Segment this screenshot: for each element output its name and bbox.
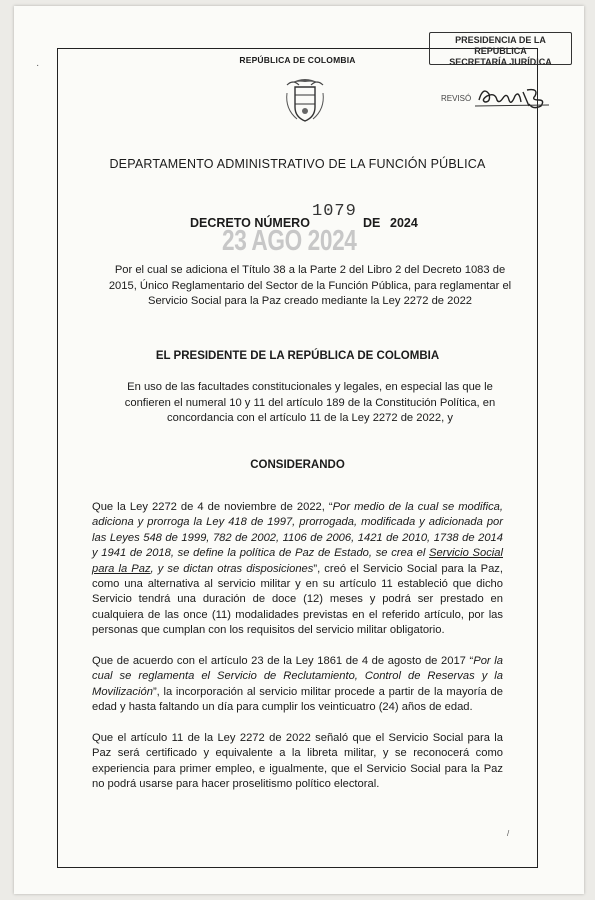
margin-mark: · <box>36 60 40 71</box>
decree-number: 1079 <box>312 202 357 221</box>
republic-heading: REPÚBLICA DE COLOMBIA <box>239 55 356 65</box>
considerando-heading: CONSIDERANDO <box>250 459 345 471</box>
handwritten-signature <box>473 80 553 112</box>
decree-de: DE <box>363 216 381 230</box>
stamp-line-2: SECRETARÍA JURÍDICA <box>449 57 552 67</box>
considering-paragraph-3: Que el artículo 11 de la Ley 2272 de 2022 señaló que el Servicio Social para la Paz será certificado y equivalente a la libreta militar, y se reconocerá como experiencia para primer empleo, e igualmente, que el Servicio Social para la Paz no podrá usarse para hacer proselitismo político electoral. <box>92 732 503 791</box>
decree-label: DECRETO NÚMERO <box>190 216 310 230</box>
decree-year: 2024 <box>390 216 418 230</box>
margin-mark: / <box>507 829 510 838</box>
date-stamp: 23 AGO 2024 <box>222 225 357 257</box>
powers-paragraph: En uso de las facultades constitucionales y legales, en especial las que le confieren el numeral 10 y 11 del artículo 189 de la Constitución Política, en concordancia con el artículo 11 de la Ley 2272 de 2022, y <box>124 381 496 424</box>
coat-of-arms-icon <box>283 73 327 125</box>
stamp-line-1: PRESIDENCIA DE LA REPUBLICA <box>455 35 546 56</box>
stamp-revisor: REVISÓ <box>441 94 472 103</box>
department-heading: DEPARTAMENTO ADMINISTRATIVO DE LA FUNCIÓN PÚBLICA <box>109 157 486 171</box>
considering-paragraph-1: Que la Ley 2272 de 4 de noviembre de 2022, “Por medio de la cual se modifica, adiciona y prorroga la Ley 418 de 1997, prorrogada, modificada y adicionada por las Leyes 548 de 1999, 782 de 2002, 1106 de 2006, 1421 de 2010, 1738 de 2014 y 1941 de 2018, se define la política de Paz de Estado, se crea el Servicio Social para la Paz, y se dictan otras disposiciones”, creó el Servicio Social para la Paz, como una alternativa al servicio militar y en su artículo 11 estableció que dicho Servicio tendrá una duración de doce (12) meses y podrá ser prestado en cualquiera de las once (11) modalidades previstas en el referido artículo, por las personas que cumplan con los requisitos del servicio militar obligatorio. <box>92 501 504 637</box>
legal-office-stamp <box>429 32 572 65</box>
authority-heading: EL PRESIDENTE DE LA REPÚBLICA DE COLOMBIA <box>155 350 440 362</box>
considering-paragraph-2: Que de acuerdo con el artículo 23 de la Ley 1861 de 4 de agosto de 2017 “Por la cual se reglamenta el Servicio de Reclutamiento, Control de Reservas y la Movilización”, la incorporación al servicio militar procede a partir de la mayoría de edad y hasta faltando un día para cumplir los veinticuatro (24) años de edad. <box>92 655 503 714</box>
decree-subject: Por el cual se adiciona el Título 38 a la Parte 2 del Libro 2 del Decreto 1083 de 2015, Único Reglamentario del Sector de la Función Pública, para reglamentar el Servicio Social para la Paz creado mediante la Ley 2272 de 2022 <box>108 264 512 307</box>
